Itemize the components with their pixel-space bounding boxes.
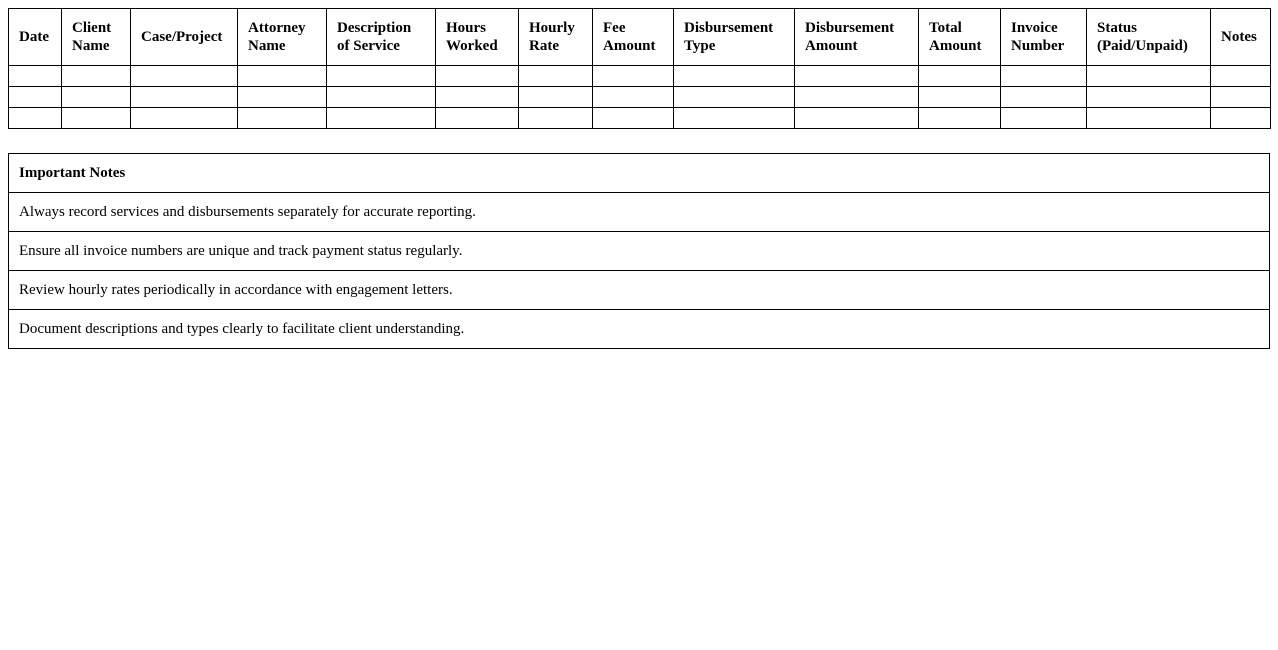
col-header-status: Status (Paid/Unpaid) <box>1087 9 1211 66</box>
table-cell[interactable] <box>131 66 238 87</box>
table-cell[interactable] <box>1001 66 1087 87</box>
table-cell[interactable] <box>1087 108 1211 129</box>
table-cell[interactable] <box>1087 66 1211 87</box>
table-cell[interactable] <box>919 87 1001 108</box>
table-cell[interactable] <box>1211 108 1271 129</box>
table-cell[interactable] <box>795 66 919 87</box>
col-header-total-amount: Total Amount <box>919 9 1001 66</box>
table-row <box>9 66 1271 87</box>
table-cell[interactable] <box>1211 87 1271 108</box>
billing-ledger-table <box>8 8 1271 129</box>
table-cell[interactable] <box>327 66 436 87</box>
note-text: Ensure all invoice numbers are unique and track payment status regularly. <box>9 232 1270 271</box>
col-header-case-project: Case/Project <box>131 9 238 66</box>
table-cell[interactable] <box>238 108 327 129</box>
col-header-hourly-rate: Hourly Rate <box>519 9 593 66</box>
table-cell[interactable] <box>436 87 519 108</box>
col-header-notes: Notes <box>1211 9 1271 66</box>
table-cell[interactable] <box>327 87 436 108</box>
table-cell[interactable] <box>131 108 238 129</box>
table-cell[interactable] <box>9 108 62 129</box>
table-cell[interactable] <box>327 108 436 129</box>
col-header-invoice-number: Invoice Number <box>1001 9 1087 66</box>
col-header-hours-worked: Hours Worked <box>436 9 519 66</box>
table-row <box>9 108 1271 129</box>
table-cell[interactable] <box>238 66 327 87</box>
table-cell[interactable] <box>593 66 674 87</box>
col-header-description: Description of Service <box>327 9 436 66</box>
table-cell[interactable] <box>795 108 919 129</box>
table-cell[interactable] <box>919 108 1001 129</box>
table-cell[interactable] <box>62 87 131 108</box>
col-header-disbursement-amount: Disbursement Amount <box>795 9 919 66</box>
table-cell[interactable] <box>436 66 519 87</box>
table-cell[interactable] <box>593 108 674 129</box>
table-cell[interactable] <box>436 108 519 129</box>
col-header-fee-amount: Fee Amount <box>593 9 674 66</box>
note-text: Review hourly rates periodically in accordance with engagement letters. <box>9 271 1270 310</box>
table-cell[interactable] <box>1211 66 1271 87</box>
col-header-client-name: Client Name <box>62 9 131 66</box>
table-cell[interactable] <box>919 66 1001 87</box>
table-cell[interactable] <box>238 87 327 108</box>
table-cell[interactable] <box>674 66 795 87</box>
table-cell[interactable] <box>131 87 238 108</box>
table-cell[interactable] <box>9 66 62 87</box>
list-item <box>9 232 1270 271</box>
list-item <box>9 310 1270 349</box>
table-cell[interactable] <box>1087 87 1211 108</box>
table-cell[interactable] <box>674 108 795 129</box>
col-header-attorney-name: Attorney Name <box>238 9 327 66</box>
note-text: Always record services and disbursements separately for accurate reporting. <box>9 193 1270 232</box>
table-cell[interactable] <box>9 87 62 108</box>
notes-heading-row <box>9 154 1270 193</box>
table-cell[interactable] <box>519 66 593 87</box>
important-notes-table <box>8 153 1270 349</box>
table-cell[interactable] <box>593 87 674 108</box>
col-header-date: Date <box>9 9 62 66</box>
note-text: Document descriptions and types clearly to facilitate client understanding. <box>9 310 1270 349</box>
table-cell[interactable] <box>519 87 593 108</box>
table-cell[interactable] <box>795 87 919 108</box>
table-cell[interactable] <box>674 87 795 108</box>
table-cell[interactable] <box>519 108 593 129</box>
table-cell[interactable] <box>62 66 131 87</box>
list-item <box>9 193 1270 232</box>
table-cell[interactable] <box>1001 108 1087 129</box>
col-header-disbursement-type: Disbursement Type <box>674 9 795 66</box>
table-cell[interactable] <box>1001 87 1087 108</box>
header-row <box>9 9 1271 66</box>
table-row <box>9 87 1271 108</box>
notes-heading: Important Notes <box>9 154 1270 193</box>
table-cell[interactable] <box>62 108 131 129</box>
list-item <box>9 271 1270 310</box>
